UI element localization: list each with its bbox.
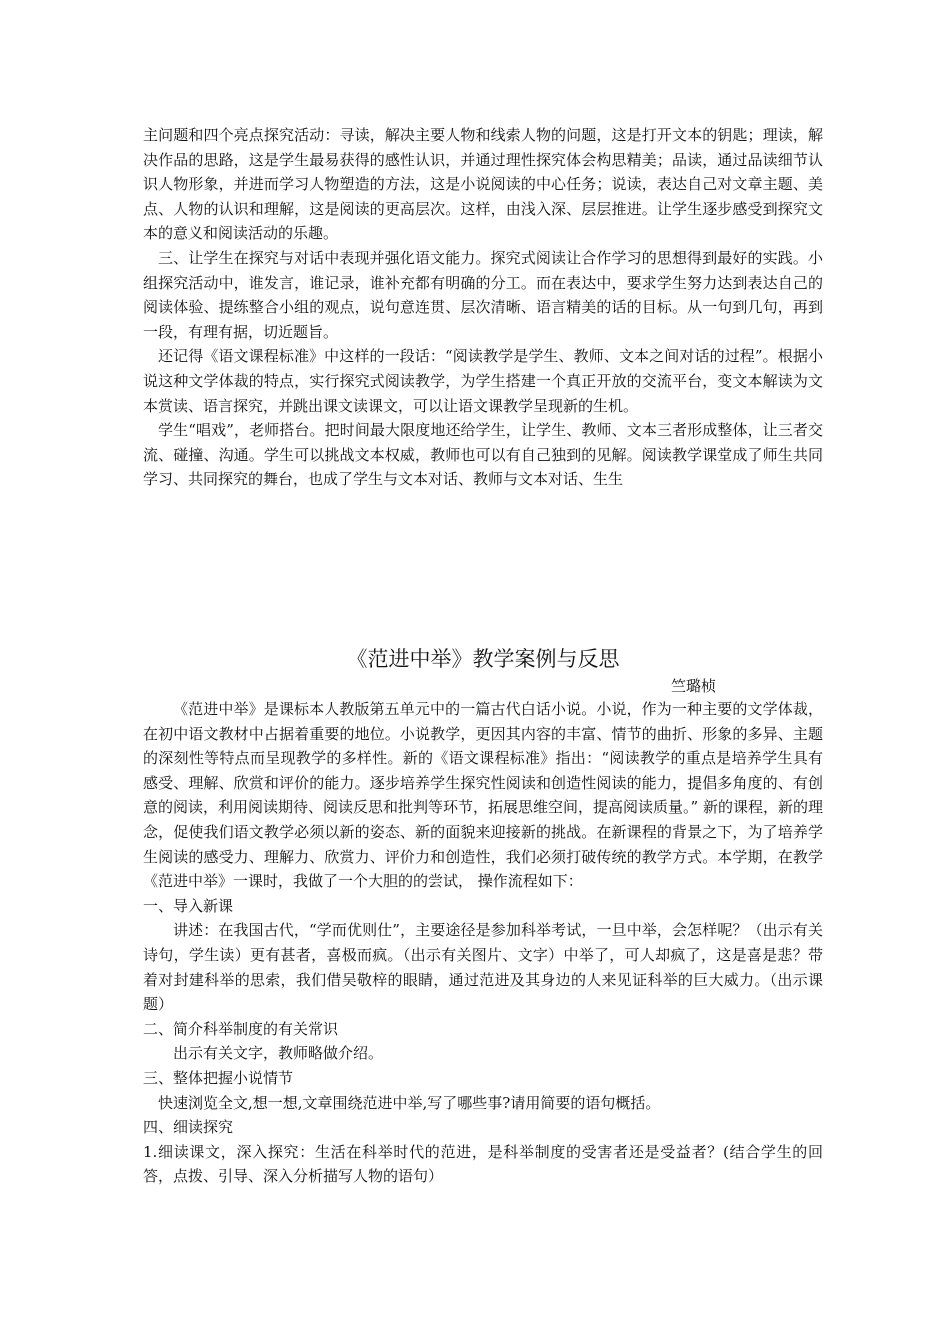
paragraph-students-stage: 学生“唱戏”，老师搭台。把时间最大限度地还给学生，让学生、教师、文本三者形成整体，让三者交流、碰撞、沟通。学生可以挑战文本权威，教师也可以有自己独到的见解。阅读教学课堂成了师生共同学习、共同探究的舞台，也成了学生与文本对话、教师与文本对话、生生: [143, 421, 823, 489]
section-text-3: 快速浏览全文,想一想,文章围绕范进中举,写了哪些事?请用简要的语句概括。: [158, 1093, 661, 1112]
section-heading-2: 二、简介科举制度的有关常识: [143, 1019, 339, 1038]
article-intro: 《范进中举》是课标本人教版第五单元中的一篇古代白话小说。小说，作为一种主要的文学体裁，在初中语文教材中占据着重要的地位。小说教学，更因其内容的丰富、情节的曲折、形象的多异、主题的深刻性等特点而呈现教学的多样性。新的《语文课程标准》指出：“阅读教学的重点是培养学生具有感受、理解、欣赏和评价的能力。逐步培养学生探究性阅读和创造性阅读的能力，提倡多角度的、有创意的阅读，利用阅读期待、阅读反思和批判等环节，拓展思维空间，提高阅读质量。” 新的课程，新的理念，促使我们语文教学必须以新的姿态、新的面貌来迎接新的挑战。在新课程的背景之下，为了培养学生阅读的感受力、理解力、欣赏力、评价力和创造性，我们必须打破传统的教学方式。本学期，在教学《范进中举》一课时，我做了一个大胆的的尝试， 操作流程如下：: [143, 700, 823, 891]
article-body: [143, 697, 823, 1189]
continued-text-section: [143, 123, 823, 492]
section-item-4-1: 1.细读课文，深入探究：生活在科举时代的范进，是科举制度的受害者还是受益者？(结合学生的回答，点拨、引导、深入分析描写人物的语句）: [143, 1142, 823, 1186]
paragraph-activities: 主问题和四个亮点探究活动：寻读，解决主要人物和线索人物的问题，这是打开文本的钥匙；理读，解决作品的思路，这是学生最易获得的感性认识，并通过理性探究体会构思精美；品读，通过品读细节认识人物形象，并进而学习人物塑造的方法，这是小说阅读的中心任务；说读，表达自己对文章主题、美点、人物的认识和理解，这是阅读的更高层次。这样，由浅入深、层层推进。让学生逐步感受到探究文本的意义和阅读活动的乐趣。: [143, 126, 823, 243]
section-text-1: 讲述：在我国古代，“学而优则仕”，主要途径是参加科举考试，一旦中举，会怎样呢？（出示有关诗句，学生读）更有甚者，喜极而疯。（出示有关图片、文字）中举了，可人却疯了，这是喜是悲？带着对封建科举的思索，我们借吴敬梓的眼睛，通过范进及其身边的人来见证科举的巨大威力。（出示课题）: [143, 921, 823, 1014]
paragraph-point-three: 三、让学生在探究与对话中表现并强化语文能力。探究式阅读让合作学习的思想得到最好的实践。小组探究活动中，谁发言，谁记录，谁补充都有明确的分工。而在表达中，要求学生努力达到表达自己的阅读体验、提练整合小组的观点，说句意连贯、层次清晰、语言精美的话的目标。从一句到几句，再到一段，有理有据，切近题旨。: [143, 248, 823, 341]
article-title: 《范进中举》教学案例与反思: [346, 647, 620, 671]
section-heading-3: 三、整体把握小说情节: [143, 1068, 294, 1087]
article-author: 竺璐桢: [671, 677, 717, 695]
section-text-2: 出示有关文字，教师略做介绍。: [173, 1044, 384, 1063]
paragraph-curriculum-quote: 还记得《语文课程标准》中这样的一段话：“阅读教学是学生、教师、文本之间对话的过程”。根据小说这种文学体裁的特点，实行探究式阅读教学，为学生搭建一个真正开放的交流平台，变文本解读为文本赏读、语言探究，并跳出课文读课文，可以让语文课教学呈现新的生机。: [143, 347, 823, 415]
section-heading-1: 一、导入新课: [143, 896, 234, 915]
section-heading-4: 四、细读探究: [143, 1118, 234, 1137]
